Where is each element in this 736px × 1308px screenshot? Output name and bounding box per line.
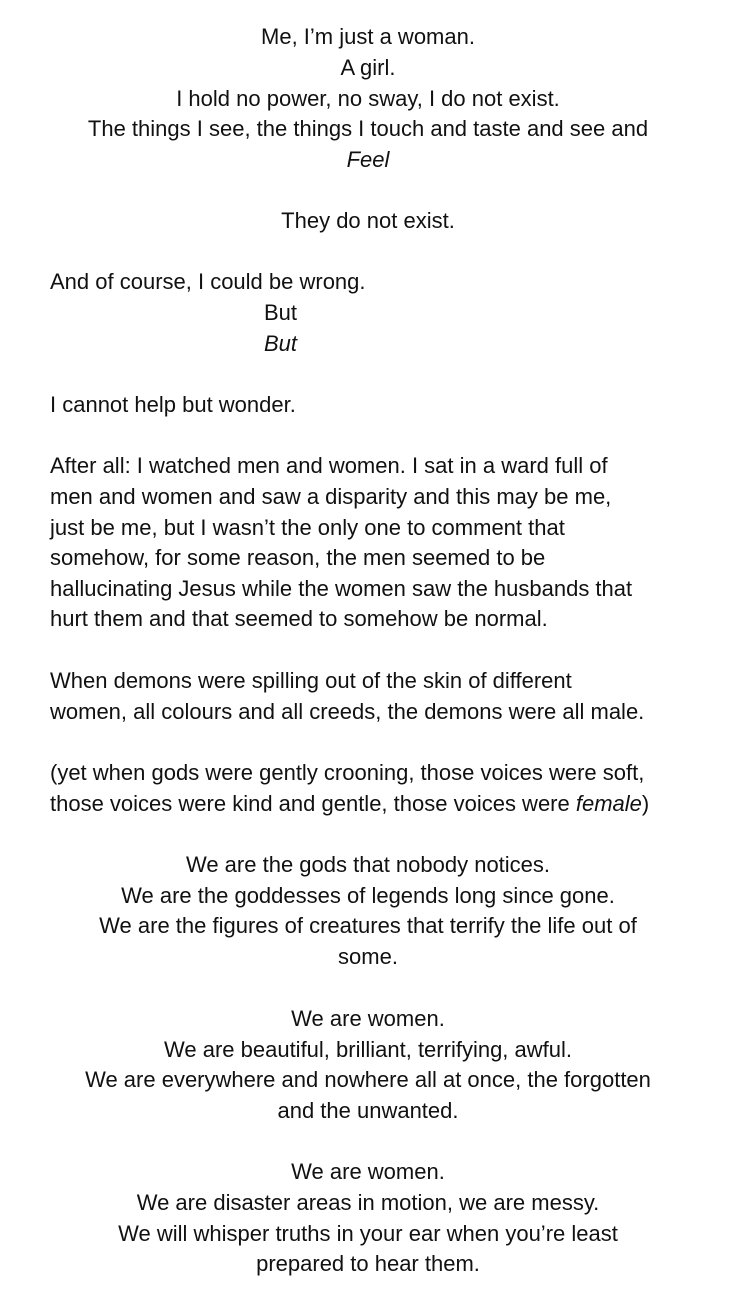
poem-line: We are the figures of creatures that terrify the life out of [99, 913, 637, 938]
poem-line: somehow, for some reason, the men seemed to be [50, 545, 546, 570]
poem-line: We are the goddesses of legends long since gone. [121, 883, 615, 908]
poem-line: I cannot help but wonder. [50, 392, 296, 417]
poem-line-italic: Feel [346, 147, 390, 172]
poem-line: and the unwanted. [277, 1098, 459, 1123]
poem-line: We are the gods that nobody notices. [185, 852, 551, 877]
poem-line: A girl. [340, 55, 396, 80]
poem-line: just be me, but I wasn’t the only one to comment that [50, 515, 565, 540]
poem-line: After all: I watched men and women. I sat in a ward full of [50, 453, 608, 478]
poem-line: We are women. [291, 1006, 445, 1031]
poem-line: prepared to hear them. [256, 1251, 480, 1276]
poem-line: some. [338, 944, 398, 969]
poem-line: When demons were spilling out of the skin of different [50, 668, 572, 693]
poem-text: ) [641, 791, 650, 816]
poem-line: They do not exist. [281, 208, 455, 233]
poem-line: We are everywhere and nowhere all at once, the forgotten [85, 1067, 651, 1092]
poem-line: men and women and saw a disparity and this may be me, [50, 484, 612, 509]
poem-line: We are disaster areas in motion, we are messy. [136, 1190, 600, 1215]
poem-line: women, all colours and all creeds, the demons were all male. [50, 699, 645, 724]
poem-line-italic: But [264, 331, 298, 356]
poem-line: Me, I’m just a woman. [261, 24, 475, 49]
poem-line: hallucinating Jesus while the women saw the husbands that [50, 576, 633, 601]
poem-line: We are women. [291, 1159, 445, 1184]
poem-line: We will whisper truths in your ear when you’re least [118, 1221, 618, 1246]
poem-text: those voices were kind and gentle, those voices were [50, 791, 576, 816]
poem-line: The things I see, the things I touch and taste and see and [87, 116, 649, 141]
poem-line [50, 789, 649, 819]
poem-line: I hold no power, no sway, I do not exist. [176, 86, 560, 111]
poem-line: And of course, I could be wrong. [50, 269, 366, 294]
poem-line: But [264, 300, 298, 325]
poem-line: We are beautiful, brilliant, terrifying, awful. [164, 1037, 572, 1062]
poem-text-italic: female [575, 791, 642, 816]
poem-line: hurt them and that seemed to somehow be normal. [50, 606, 548, 631]
poem-line: (yet when gods were gently crooning, those voices were soft, [50, 760, 645, 785]
